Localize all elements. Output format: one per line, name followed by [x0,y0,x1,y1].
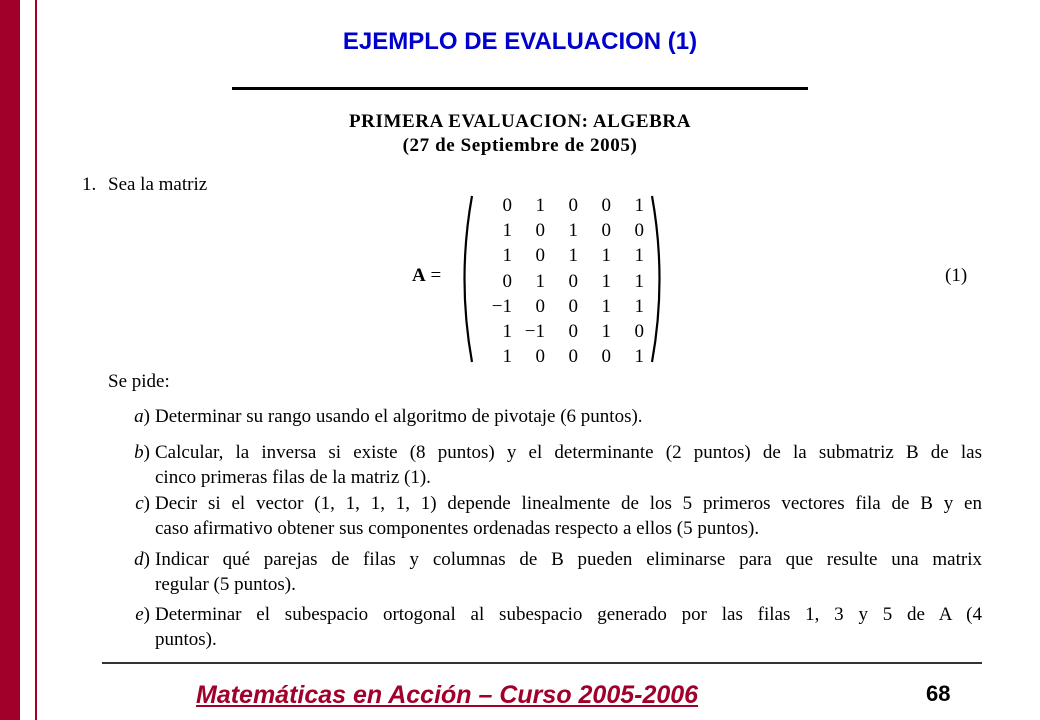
matrix-cell: 1 [601,270,611,292]
matrix-cell: 0 [568,270,578,292]
matrix-equals: = [430,265,442,286]
item-line: caso afirmativo obtener sus componentes ordenadas respecto a ellos (5 puntos). [155,518,760,539]
footer-course-title: Matemáticas en Acción – Curso 2005-2006 [196,681,699,709]
item-line: cinco primeras filas de la matriz (1). [155,467,431,488]
page-number: 68 [926,681,951,706]
item-label: a) [134,406,150,427]
matrix-row [472,345,644,370]
item-line: Calcular, la inversa si existe (8 puntos) y el determinante (2 puntos) de la submatriz B de las [155,442,982,463]
footer-divider [102,662,982,664]
matrix-cell: 1 [568,219,578,241]
item-line: Indicar qué parejas de filas y columnas de B pueden eliminarse para que resulte una matrix [155,549,982,570]
matrix-cell: 0 [601,194,611,216]
item-line: Determinar el subespacio ortogonal al subespacio generado por las filas 1, 3 y 5 de A (4 [155,604,982,625]
right-parenthesis [652,196,660,362]
matrix-cell: 1 [634,346,644,368]
matrix-row [472,294,644,319]
item-label: b) [134,442,150,463]
matrix-cell: 0 [535,219,545,241]
left-accent-bar [0,0,20,720]
item-line: Determinar su rango usando el algoritmo de pivotaje (6 puntos). [155,406,643,427]
title-divider [232,87,808,90]
matrix-row [472,244,644,269]
matrix-cell: 0 [535,295,545,317]
matrix-cell: 1 [634,245,644,267]
equation-number: (1) [945,265,968,286]
matrix-name: A [412,265,426,286]
matrix-cell: 1 [535,270,545,292]
item-line: puntos). [155,629,217,650]
item-label: e) [135,604,150,625]
matrix-cell: 0 [535,346,545,368]
matrix-cell: 1 [502,321,512,343]
matrix-cell: 0 [601,346,611,368]
left-parenthesis [465,196,473,362]
exam-title: PRIMERA EVALUACION: ALGEBRA [348,111,692,132]
matrix-cell: 0 [535,245,545,267]
matrix-cell: 0 [568,194,578,216]
item-line: Decir si el vector (1, 1, 1, 1, 1) depende linealmente de los 5 primeros vectores fila de B y en [155,493,982,514]
matrix-cell: −1 [524,321,545,343]
matrix-cell: 1 [634,194,644,216]
matrix-cell: 1 [502,245,512,267]
se-pide: Se pide: [108,371,170,392]
matrix-label [412,265,441,287]
matrix-cell: 0 [502,194,512,216]
matrix-row [472,319,644,344]
matrix-row [472,193,644,218]
matrix-row [472,269,644,294]
matrix-cell: 0 [568,295,578,317]
matrix-cell: 0 [568,346,578,368]
matrix-cell: 1 [502,346,512,368]
item-line: regular (5 puntos). [155,574,296,595]
matrix-cell: 1 [502,219,512,241]
matrix-a [472,193,644,370]
matrix-cell: 1 [634,270,644,292]
left-accent-line [35,0,37,720]
matrix-row [472,218,644,243]
matrix-cell: 1 [601,245,611,267]
slide-title: EJEMPLO DE EVALUACION (1) [342,28,698,55]
matrix-cell: 1 [634,295,644,317]
item-label: c) [135,493,150,514]
matrix-cell: 0 [634,321,644,343]
matrix-cell: 0 [568,321,578,343]
question-intro: Sea la matriz [108,174,208,195]
question-number: 1. [82,174,97,195]
matrix-cell: 1 [601,321,611,343]
matrix-cell: 1 [601,295,611,317]
matrix-cell: 0 [601,219,611,241]
exam-date: (27 de Septiembre de 2005) [402,135,638,156]
matrix-cell: 0 [502,270,512,292]
matrix-cell: 1 [568,245,578,267]
item-label: d) [134,549,150,570]
matrix-cell: 1 [535,194,545,216]
matrix-cell: 0 [634,219,644,241]
matrix-cell: −1 [491,295,512,317]
